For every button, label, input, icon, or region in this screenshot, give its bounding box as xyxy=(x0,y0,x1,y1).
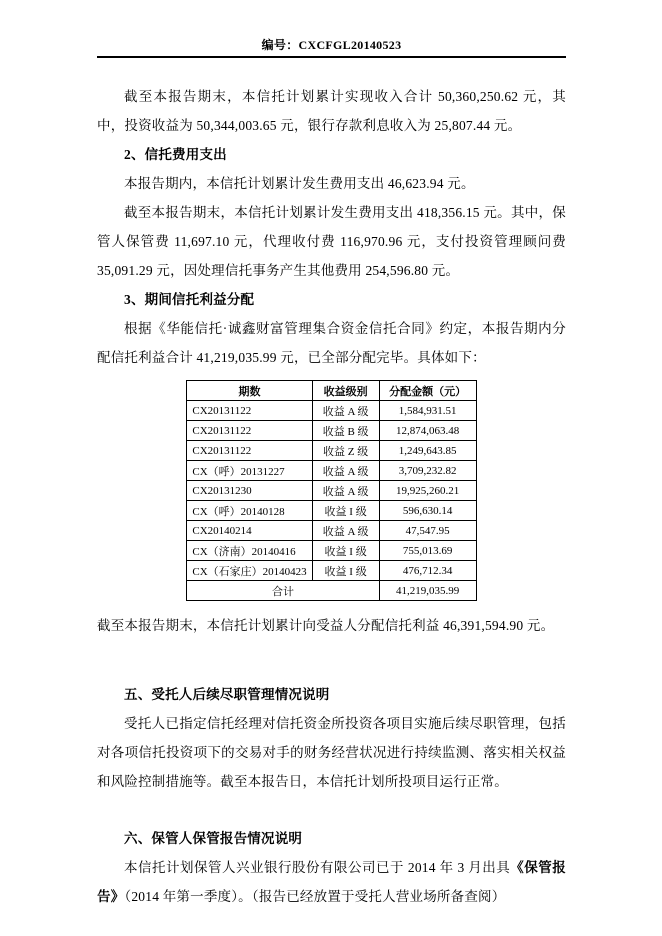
col-header-amount: 分配金额（元） xyxy=(379,381,476,401)
cell-amount: 12,874,063.48 xyxy=(379,421,476,441)
cell-level: 收益 A 级 xyxy=(312,521,379,541)
custody-report-text-2: （2014 年第一季度）。（报告已经放置于受托人营业场所备查阅） xyxy=(124,889,506,904)
distribution-table xyxy=(186,380,476,601)
heading-interest-distribution: 3、期间信托利益分配 xyxy=(124,292,255,307)
paragraph-expense-total: 截至本报告期末，本信托计划累计发生费用支出 418,356.15 元。其中，保管人保管费 11,697.10 元，代理收付费 116,970.96 元，支付投资管理顾问费 35,091.29 元，因处理信托事务产生其他费用 254,596.80 元。 xyxy=(97,205,566,278)
table-row xyxy=(187,421,476,441)
cell-period: CX20131230 xyxy=(187,481,312,501)
table-row xyxy=(187,561,476,581)
table-row xyxy=(187,441,476,461)
doc-number-header xyxy=(97,38,566,58)
custody-report-title: 《保管报告》 xyxy=(97,860,566,904)
doc-number: 编号：CXCFGL20140523 xyxy=(261,38,402,52)
cell-level: 收益 I 级 xyxy=(312,541,379,561)
table-row xyxy=(187,401,476,421)
distribution-table-body xyxy=(187,401,476,581)
cell-level: 收益 A 级 xyxy=(312,401,379,421)
cell-amount: 476,712.34 xyxy=(379,561,476,581)
cell-level: 收益 I 级 xyxy=(312,561,379,581)
cell-amount: 1,249,643.85 xyxy=(379,441,476,461)
col-header-period: 期数 xyxy=(187,381,312,401)
total-amount-cell: 41,219,035.99 xyxy=(379,581,476,601)
paragraph-section-six xyxy=(97,853,566,911)
cell-amount: 596,630.14 xyxy=(379,501,476,521)
heading-section-six: 六、保管人保管报告情况说明 xyxy=(124,831,303,846)
cell-level: 收益 A 级 xyxy=(312,481,379,501)
total-label-cell: 合计 xyxy=(187,581,379,601)
cell-level: 收益 B 级 xyxy=(312,421,379,441)
heading-trust-expense: 2、信托费用支出 xyxy=(124,147,227,162)
cell-period: CX20131122 xyxy=(187,441,312,461)
cell-amount: 3,709,232.82 xyxy=(379,461,476,481)
paragraph-cumulative-distribution: 截至本报告期末，本信托计划累计向受益人分配信托利益 46,391,594.90 元。 xyxy=(97,618,555,633)
table-header-row xyxy=(187,381,476,401)
cell-period: CX（呼）20140128 xyxy=(187,501,312,521)
custody-report-text-1: 本信托计划保管人兴业银行股份有限公司已于 2014 年 3 月出具 xyxy=(124,860,511,875)
table-row xyxy=(187,481,476,501)
cell-level: 收益 I 级 xyxy=(312,501,379,521)
cell-period: CX（济南）20140416 xyxy=(187,541,312,561)
cell-amount: 47,547.95 xyxy=(379,521,476,541)
cell-period: CX20131122 xyxy=(187,421,312,441)
cell-amount: 1,584,931.51 xyxy=(379,401,476,421)
col-header-level: 收益级别 xyxy=(312,381,379,401)
cell-period: CX20140214 xyxy=(187,521,312,541)
cell-level: 收益 A 级 xyxy=(312,461,379,481)
cell-period: CX20131122 xyxy=(187,401,312,421)
table-total-row xyxy=(187,581,476,601)
cell-period: CX（呼）20131227 xyxy=(187,461,312,481)
table-row xyxy=(187,461,476,481)
paragraph-section-five: 受托人已指定信托经理对信托资金所投资各项目实施后续尽职管理，包括对各项信托投资项下的交易对手的财务经营状况进行持续监测、落实相关权益和风险控制措施等。截至本报告日，本信托计划所投项目运行正常。 xyxy=(97,716,566,789)
paragraph-expense-period: 本报告期内，本信托计划累计发生费用支出 46,623.94 元。 xyxy=(124,176,475,191)
cell-period: CX（石家庄）20140423 xyxy=(187,561,312,581)
paragraph-cumulative-income: 截至本报告期末，本信托计划累计实现收入合计 50,360,250.62 元，其中，投资收益为 50,344,003.65 元，银行存款利息收入为 25,807.44 元。 xyxy=(97,89,566,133)
cell-level: 收益 Z 级 xyxy=(312,441,379,461)
paragraph-distribution: 根据《华能信托·诚鑫财富管理集合资金信托合同》约定，本报告期内分配信托利益合计 41,219,035.99 元，已全部分配完毕。具体如下： xyxy=(97,321,566,365)
table-row xyxy=(187,521,476,541)
heading-section-five: 五、受托人后续尽职管理情况说明 xyxy=(124,687,330,702)
table-row xyxy=(187,501,476,521)
table-row xyxy=(187,541,476,561)
cell-amount: 755,013.69 xyxy=(379,541,476,561)
cell-amount: 19,925,260.21 xyxy=(379,481,476,501)
